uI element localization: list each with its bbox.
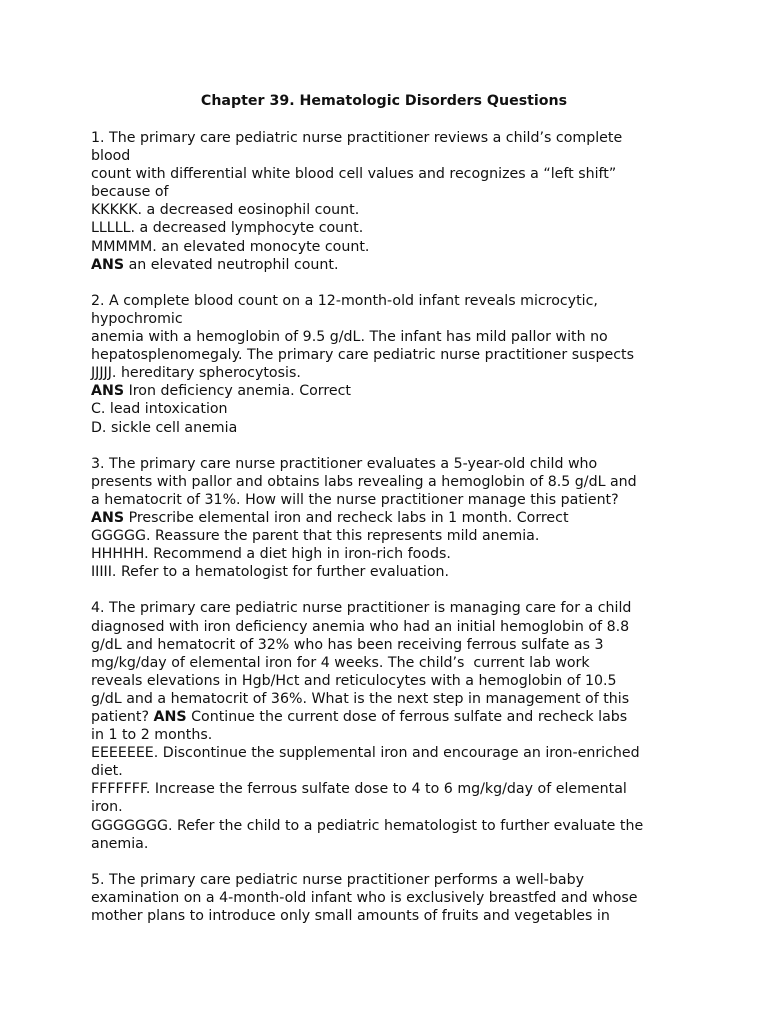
answer-option: FFFFFFF. Increase the ferrous sulfate dose to 4 to 6 mg/kg/day of elemental (91, 781, 627, 798)
question-stem-line: count with differential white blood cell values and recognizes a “left shift” (91, 166, 617, 183)
question-stem-line: g/dL and hematocrit of 32% who has been receiving ferrous sulfate as 3 (91, 636, 604, 653)
ans-label: ANS (91, 383, 125, 400)
answer-option: C. lead intoxication (91, 401, 228, 418)
question-stem-line: anemia with a hemoglobin of 9.5 g/dL. The infant has mild pallor with no (91, 329, 608, 346)
spacer (91, 437, 691, 455)
question-stem-line: diagnosed with iron deficiency anemia who had an initial hemoglobin of 8.8 (91, 618, 630, 635)
answer-option: LLLLL. a decreased lymphocyte count. (91, 220, 364, 237)
ans-text: an elevated neutrophil count. (124, 256, 339, 273)
answer-option: anemia. (91, 835, 149, 852)
question-stem-line: examination on a 4-month-old infant who is exclusively breastfed and whose (91, 889, 638, 906)
spacer (91, 581, 691, 599)
answer-option: diet. (91, 763, 123, 780)
question-stem-line: 5. The primary care pediatric nurse practitioner performs a well-baby (91, 871, 584, 888)
chapter-title: Chapter 39. Hematologic Disorders Questions (200, 93, 568, 109)
correct-answer (91, 382, 691, 400)
question-stem-line: a hematocrit of 31%. How will the nurse practitioner manage this patient? (91, 491, 619, 508)
correct-answer (91, 256, 691, 274)
question-stem-line: mg/kg/day of elemental iron for 4 weeks. The child’s current lab work (91, 654, 590, 671)
ans-label: ANS (91, 509, 125, 526)
question-stem-line: mother plans to introduce only small amounts of fruits and vegetables in (91, 908, 610, 925)
question-stem-line: hepatosplenomegaly. The primary care pediatric nurse practitioner suspects (91, 347, 634, 364)
question-4 (91, 599, 691, 852)
correct-answer-continued: in 1 to 2 months. (91, 727, 213, 744)
correct-answer (91, 708, 691, 726)
question-stem-line: presents with pallor and obtains labs revealing a hemoglobin of 8.5 g/dL and (91, 473, 637, 490)
spacer (91, 274, 691, 292)
question-5 (91, 871, 691, 925)
question-stem-line: blood (91, 148, 131, 165)
question-2 (91, 292, 691, 437)
ans-text: Iron deficiency anemia. Correct (124, 383, 351, 400)
question-stem-line: 4. The primary care pediatric nurse practitioner is managing care for a child (91, 600, 632, 617)
answer-option: HHHHH. Recommend a diet high in iron-rich foods. (91, 546, 451, 563)
spacer (91, 853, 691, 871)
ans-text: Prescribe elemental iron and recheck labs in 1 month. Correct (124, 509, 569, 526)
correct-answer (91, 509, 691, 527)
question-stem-line: g/dL and a hematocrit of 36%. What is the next step in management of this (91, 690, 630, 707)
ans-text: Continue the current dose of ferrous sulfate and recheck labs (186, 709, 628, 725)
answer-option: D. sickle cell anemia (91, 419, 238, 436)
answer-option: MMMMM. an elevated monocyte count. (91, 238, 370, 255)
document-body (91, 129, 691, 925)
question-3 (91, 455, 691, 582)
answer-option: IIIII. Refer to a hematologist for further evaluation. (91, 564, 450, 581)
question-stem-line: 3. The primary care nurse practitioner evaluates a 5-year-old child who (91, 455, 598, 472)
question-stem-line: 1. The primary care pediatric nurse practitioner reviews a child’s complete (91, 130, 623, 146)
question-stem-line: hypochromic (91, 310, 183, 327)
answer-option: KKKKK. a decreased eosinophil count. (91, 202, 360, 219)
question-stem-line: 2. A complete blood count on a 12-month-old infant reveals microcytic, (91, 292, 598, 309)
ans-label: ANS (153, 709, 187, 725)
ans-label: ANS (91, 256, 125, 273)
question-stem-line: reveals elevations in Hgb/Hct and reticulocytes with a hemoglobin of 10.5 (91, 672, 617, 689)
answer-option: iron. (91, 799, 123, 816)
stem-text: patient? (91, 709, 154, 725)
answer-option: GGGGGGG. Refer the child to a pediatric hematologist to further evaluate the (91, 817, 644, 834)
answer-option: EEEEEEE. Discontinue the supplemental iron and encourage an iron-enriched (91, 745, 640, 762)
question-1 (91, 129, 691, 274)
answer-option: GGGGG. Reassure the parent that this represents mild anemia. (91, 528, 540, 545)
question-stem-line: because of (91, 184, 169, 201)
answer-option: JJJJJ. hereditary spherocytosis. (91, 365, 301, 382)
